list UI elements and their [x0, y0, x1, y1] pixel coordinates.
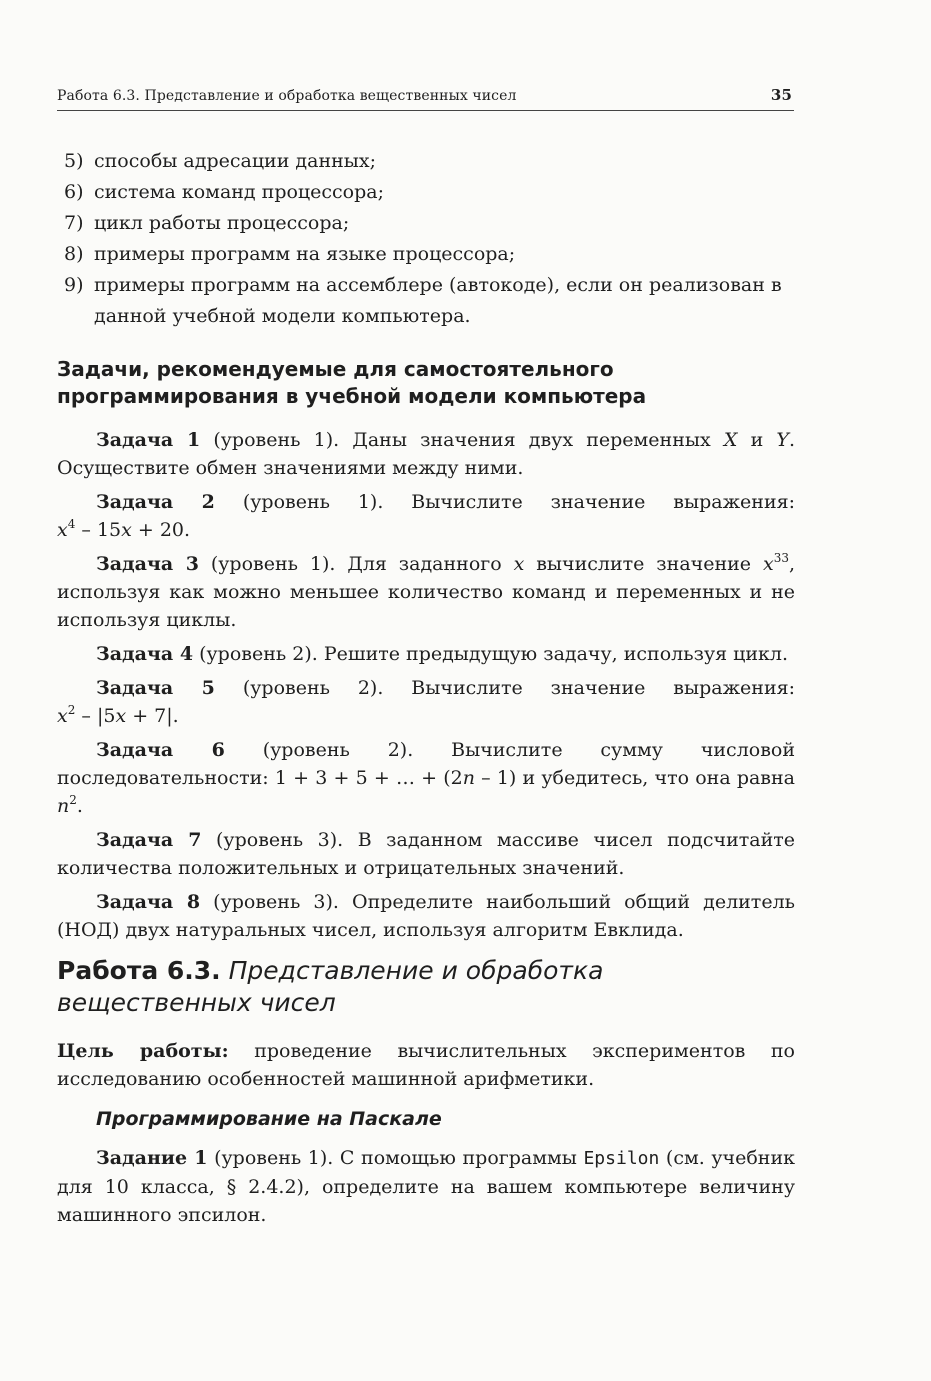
- task-4: [57, 640, 795, 668]
- list-item: [64, 270, 796, 332]
- assignment-text: С помощью программы: [339, 1147, 584, 1169]
- math-var: n: [462, 767, 475, 789]
- numbered-list: [64, 146, 796, 332]
- task-label: Задача 2: [96, 491, 215, 513]
- task-5: [57, 674, 795, 702]
- list-item: [64, 208, 796, 239]
- list-item-text: примеры программ на ассемблере (автокоде), если он реализован в данной учебной модели компьютера.: [94, 274, 782, 327]
- task-2-expression: [57, 516, 795, 544]
- task-text: Для заданного: [347, 553, 514, 575]
- math-var: x: [115, 705, 127, 727]
- task-level: (уровень 2).: [262, 739, 414, 761]
- list-item: [64, 239, 796, 270]
- task-text: Вычислите значение выражения:: [411, 491, 796, 513]
- task-text: Определите наибольший общий делитель (НОД) двух натуральных чисел, используя алгоритм Евклида.: [57, 891, 795, 941]
- task-text: Даны значения двух переменных: [352, 429, 724, 451]
- math-text: + 20.: [131, 519, 191, 541]
- running-head-title: Работа 6.3. Представление и обработка вещественных чисел: [57, 88, 517, 104]
- list-item-number: 9): [64, 274, 84, 296]
- assignment-1: [57, 1144, 795, 1229]
- assignment-level: (уровень 1).: [214, 1147, 334, 1169]
- work-number: Работа 6.3.: [57, 956, 221, 985]
- goal-text: проведение вычислительных экспериментов по исследованию особенностей машинной арифметики.: [57, 1040, 795, 1090]
- math-text: – |5: [75, 705, 116, 727]
- page-number: 35: [770, 86, 792, 104]
- task-text: Решите предыдущую задачу, используя цикл.: [323, 643, 789, 665]
- list-item-text: способы адресации данных;: [94, 150, 377, 172]
- task-level: (уровень 1).: [210, 553, 336, 575]
- task-text: , используя как можно меньшее количество команд и переменных и не используя циклы.: [57, 553, 796, 631]
- list-item: [64, 146, 796, 177]
- task-8: [57, 888, 795, 944]
- task-text: вычислите значение: [524, 553, 763, 575]
- list-item-number: 7): [64, 212, 84, 234]
- math-exponent: 4: [67, 517, 76, 531]
- section-heading-line: Задачи, рекомендуемые для самостоятельного: [57, 357, 614, 381]
- task-level: (уровень 2).: [242, 677, 384, 699]
- list-item-text: система команд процессора;: [94, 181, 385, 203]
- task-text: и: [737, 429, 777, 451]
- running-head: [57, 86, 794, 111]
- task-label: Задача 1: [96, 429, 201, 451]
- task-level: (уровень 1).: [242, 491, 384, 513]
- program-name: Epsilon: [583, 1148, 660, 1169]
- math-var: x: [513, 553, 525, 575]
- goal-paragraph: [57, 1037, 795, 1093]
- math-var: x: [762, 553, 774, 575]
- task-6: [57, 736, 795, 820]
- math-var: X: [723, 429, 738, 451]
- task-label: Задача 8: [96, 891, 201, 913]
- math-var: x: [121, 519, 132, 541]
- goal-label: Цель работы:: [57, 1040, 229, 1062]
- list-item-text: примеры программ на языке процессора;: [94, 243, 516, 265]
- math-var: n: [57, 795, 70, 817]
- task-label: Задача 3: [96, 553, 199, 575]
- work-title: вещественных чисел: [57, 988, 336, 1017]
- work-heading: [57, 955, 797, 1019]
- task-text: Вычислите значение выражения:: [411, 677, 796, 699]
- task-2: [57, 488, 795, 516]
- list-item-text: цикл работы процессора;: [94, 212, 350, 234]
- section-heading-line: программирования в учебной модели компьютера: [57, 384, 647, 408]
- task-level: (уровень 2).: [199, 643, 318, 665]
- task-level: (уровень 3).: [213, 891, 339, 913]
- math-exponent: 33: [773, 551, 789, 565]
- task-label: Задача 5: [96, 677, 215, 699]
- math-exponent: 2: [67, 703, 76, 717]
- task-5-expression: [57, 702, 795, 730]
- task-text: В заданном массиве чисел подсчитайте количества положительных и отрицательных значений.: [57, 829, 795, 879]
- task-label: Задача 4: [96, 643, 194, 665]
- assignment-label: Задание 1: [96, 1147, 208, 1169]
- task-list: [57, 426, 795, 950]
- assignment-paragraph: [57, 1144, 795, 1229]
- task-text: – 1) и убедитесь, что она равна: [474, 767, 795, 789]
- math-var: x: [57, 519, 68, 541]
- list-item-number: 5): [64, 150, 84, 172]
- math-var: x: [57, 705, 68, 727]
- work-heading-line: [57, 955, 797, 987]
- math-text: – 15: [75, 519, 122, 541]
- task-label: Задача 6: [96, 739, 225, 761]
- task-level: (уровень 1).: [213, 429, 340, 451]
- list-item-number: 8): [64, 243, 84, 265]
- task-text: Вычислите сумму числовой последовательности: 1 + 3 + 5 + … + (2: [57, 739, 795, 789]
- task-text: .: [76, 795, 83, 817]
- task-3: [57, 550, 795, 634]
- list-item: [64, 177, 796, 208]
- assignment-text: (см. учебник для 10 класса, § 2.4.2), определите на вашем компьютере величину машинного эпсилон.: [57, 1147, 795, 1226]
- list-item-number: 6): [64, 181, 84, 203]
- math-exponent: 2: [69, 793, 77, 807]
- task-1: [57, 426, 795, 482]
- math-var: Y: [776, 429, 789, 451]
- task-label: Задача 7: [96, 829, 202, 851]
- math-text: + 7|.: [126, 705, 179, 727]
- pascal-heading: Программирование на Паскале: [96, 1108, 442, 1130]
- work-title: Представление и обработка: [228, 956, 604, 985]
- section-heading: [57, 356, 797, 410]
- task-level: (уровень 3).: [216, 829, 344, 851]
- task-text: . Осуществите обмен значениями между ними.: [57, 429, 795, 479]
- task-7: [57, 826, 795, 882]
